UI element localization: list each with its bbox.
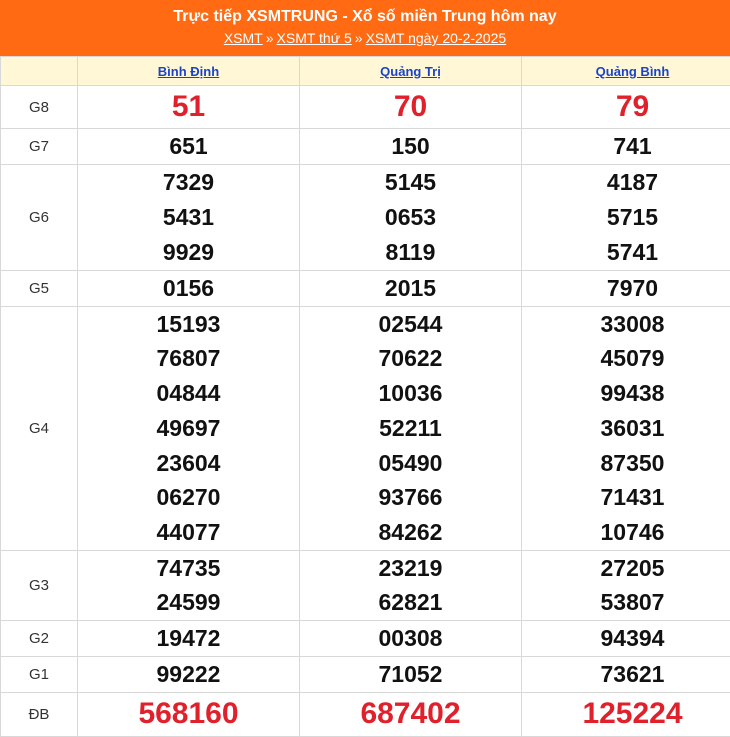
breadcrumb-separator: » — [355, 30, 363, 46]
result-number: 49697 — [78, 411, 299, 446]
result-number: 52211 — [300, 411, 521, 446]
result-cell — [78, 550, 300, 620]
result-number: 93766 — [300, 480, 521, 515]
result-number: 9929 — [78, 235, 299, 270]
prize-label: G7 — [1, 129, 78, 165]
result-cell — [522, 550, 730, 620]
result-number: 687402 — [300, 697, 521, 732]
result-cell — [300, 550, 522, 620]
prize-row — [1, 129, 730, 165]
province-link-binh-dinh[interactable]: Bình Định — [158, 64, 219, 79]
result-number: 74735 — [78, 551, 299, 586]
prize-rows — [1, 86, 730, 737]
prize-label: G1 — [1, 656, 78, 692]
prize-label: G8 — [1, 86, 78, 129]
prize-row — [1, 656, 730, 692]
result-cell — [522, 86, 730, 129]
result-number: 0156 — [78, 271, 299, 306]
prize-row — [1, 621, 730, 657]
result-cell — [78, 164, 300, 270]
result-cell — [300, 692, 522, 736]
breadcrumb — [0, 29, 730, 47]
province-header — [78, 57, 300, 86]
result-cell — [300, 270, 522, 306]
province-link-quang-binh[interactable]: Quảng Bình — [596, 64, 670, 79]
breadcrumb-link-xsmt-thu-5[interactable]: XSMT thứ 5 — [277, 30, 352, 46]
result-number: 568160 — [78, 697, 299, 732]
result-number: 71431 — [522, 480, 730, 515]
result-cell — [78, 692, 300, 736]
result-number: 45079 — [522, 341, 730, 376]
result-number: 651 — [78, 129, 299, 164]
prize-row — [1, 550, 730, 620]
result-cell — [300, 621, 522, 657]
result-number: 99222 — [78, 657, 299, 692]
prize-row — [1, 86, 730, 129]
prize-label: G6 — [1, 164, 78, 270]
result-number: 70 — [300, 90, 521, 125]
result-number: 7970 — [522, 271, 730, 306]
result-number: 27205 — [522, 551, 730, 586]
result-cell — [78, 621, 300, 657]
result-number: 15193 — [78, 307, 299, 342]
prize-row — [1, 270, 730, 306]
result-number: 150 — [300, 129, 521, 164]
result-cell — [78, 306, 300, 550]
result-number: 5431 — [78, 200, 299, 235]
result-number: 73621 — [522, 657, 730, 692]
result-cell — [300, 656, 522, 692]
result-number: 23219 — [300, 551, 521, 586]
result-number: 05490 — [300, 446, 521, 481]
result-number: 10746 — [522, 515, 730, 550]
result-number: 44077 — [78, 515, 299, 550]
result-number: 79 — [522, 90, 730, 125]
result-number: 36031 — [522, 411, 730, 446]
prize-row — [1, 164, 730, 270]
prize-label: G5 — [1, 270, 78, 306]
province-link-quang-tri[interactable]: Quảng Trị — [380, 64, 441, 79]
result-number: 70622 — [300, 341, 521, 376]
breadcrumb-link-xsmt-date[interactable]: XSMT ngày 20-2-2025 — [366, 30, 507, 46]
result-number: 125224 — [522, 697, 730, 732]
result-number: 23604 — [78, 446, 299, 481]
result-number: 8119 — [300, 235, 521, 270]
result-cell — [78, 270, 300, 306]
result-number: 19472 — [78, 621, 299, 656]
result-number: 76807 — [78, 341, 299, 376]
result-number: 0653 — [300, 200, 521, 235]
province-header-row — [1, 57, 730, 86]
prize-label: G2 — [1, 621, 78, 657]
result-number: 741 — [522, 129, 730, 164]
result-number: 84262 — [300, 515, 521, 550]
prize-label: G4 — [1, 306, 78, 550]
result-number: 2015 — [300, 271, 521, 306]
result-number: 87350 — [522, 446, 730, 481]
page-header — [0, 0, 730, 56]
province-header — [522, 57, 730, 86]
prize-row — [1, 306, 730, 550]
result-cell — [78, 129, 300, 165]
result-cell — [522, 164, 730, 270]
result-cell — [78, 656, 300, 692]
corner-cell — [1, 57, 78, 86]
result-cell — [300, 129, 522, 165]
prize-label: ĐB — [1, 692, 78, 736]
result-cell — [522, 306, 730, 550]
result-number: 04844 — [78, 376, 299, 411]
province-header — [300, 57, 522, 86]
breadcrumb-link-xsmt[interactable]: XSMT — [224, 30, 263, 46]
prize-label: G3 — [1, 550, 78, 620]
breadcrumb-separator: » — [266, 30, 274, 46]
result-number: 62821 — [300, 585, 521, 620]
results-table — [0, 56, 730, 737]
result-cell — [78, 86, 300, 129]
result-cell — [522, 656, 730, 692]
result-number: 53807 — [522, 585, 730, 620]
result-number: 10036 — [300, 376, 521, 411]
result-cell — [522, 129, 730, 165]
result-cell — [522, 270, 730, 306]
prize-row — [1, 692, 730, 736]
result-number: 06270 — [78, 480, 299, 515]
result-number: 94394 — [522, 621, 730, 656]
page-title: Trực tiếp XSMTRUNG - Xổ số miền Trung hôm nay — [0, 0, 730, 26]
result-number: 00308 — [300, 621, 521, 656]
result-number: 4187 — [522, 165, 730, 200]
result-cell — [522, 692, 730, 736]
result-number: 24599 — [78, 585, 299, 620]
result-number: 5145 — [300, 165, 521, 200]
result-number: 51 — [78, 90, 299, 125]
result-cell — [522, 621, 730, 657]
result-cell — [300, 164, 522, 270]
result-number: 71052 — [300, 657, 521, 692]
result-number: 99438 — [522, 376, 730, 411]
result-number: 5741 — [522, 235, 730, 270]
result-number: 33008 — [522, 307, 730, 342]
result-cell — [300, 306, 522, 550]
result-number: 7329 — [78, 165, 299, 200]
result-number: 5715 — [522, 200, 730, 235]
result-cell — [300, 86, 522, 129]
result-number: 02544 — [300, 307, 521, 342]
